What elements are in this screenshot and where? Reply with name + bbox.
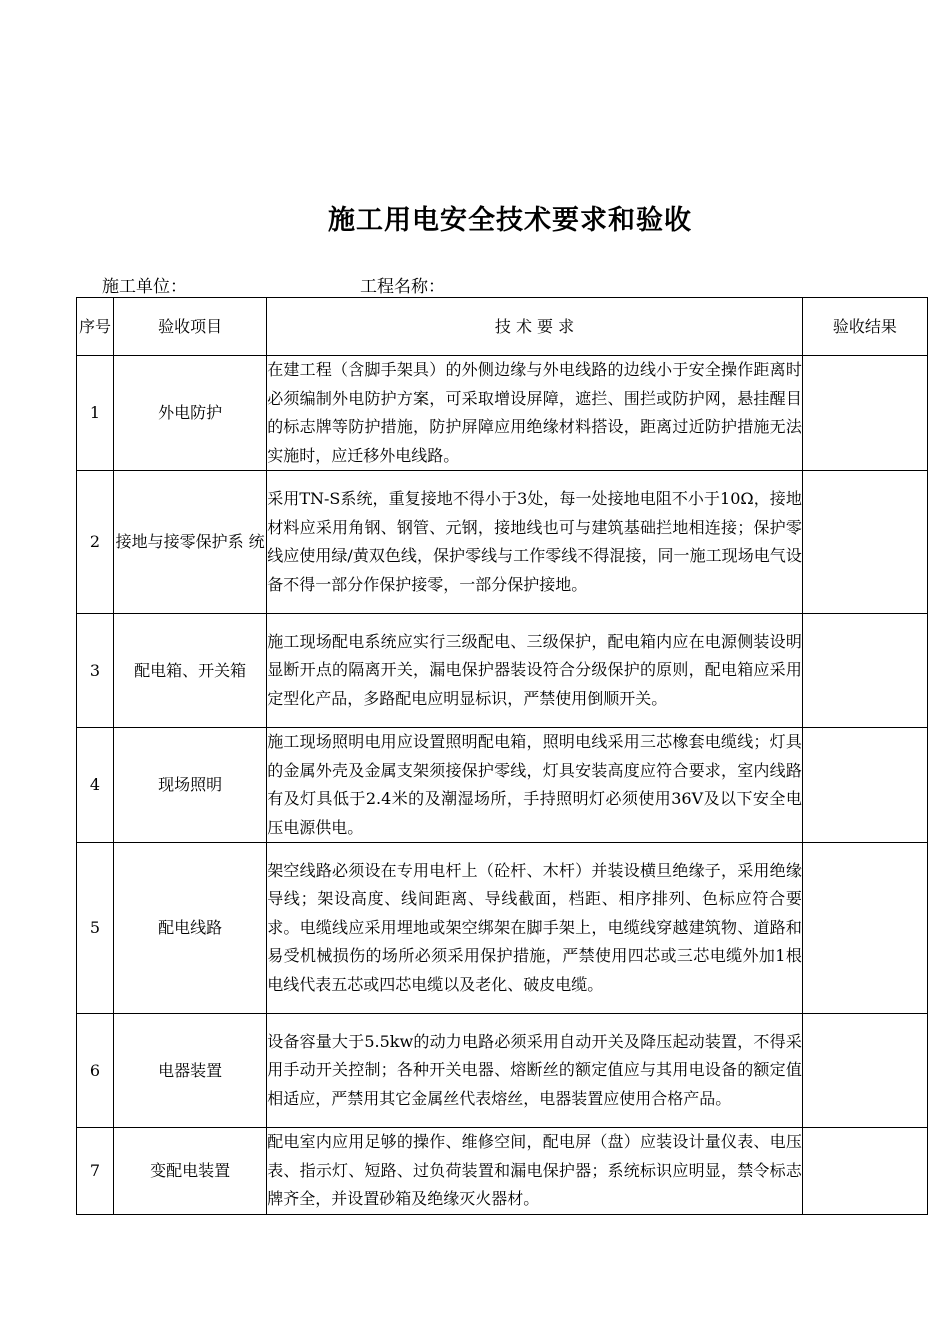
- row-result: [802, 356, 927, 471]
- row-seq: 5: [77, 843, 114, 1014]
- row-item: 接地与接零保护系 统: [114, 471, 267, 614]
- table-row: [77, 728, 928, 843]
- row-requirement: 架空线路必须设在专用电杆上（砼杆、木杆）并装设横旦绝缘子，采用绝缘导线；架设高度、线间距离、导线截面，档距、相序排列、色标应符合要求。电缆线应采用埋地或架空绑架在脚手架上，电缆线穿越建筑物、道路和易受机械损伤的场所必须采用保护措施，严禁使用四芯或三芯电缆外加1根电线代表五芯或四芯电缆以及老化、破皮电缆。: [267, 843, 803, 1014]
- row-seq: 2: [77, 471, 114, 614]
- row-item: 变配电装置: [114, 1128, 267, 1215]
- row-result: [802, 614, 927, 728]
- table-row: [77, 614, 928, 728]
- row-item: 配电线路: [114, 843, 267, 1014]
- table-row: [77, 1128, 928, 1215]
- row-requirement: 在建工程（含脚手架具）的外侧边缘与外电线路的边线小于安全操作距离时必须编制外电防护方案，可采取增设屏障，遮拦、围拦或防护网，悬挂醒目的标志牌等防护措施，防护屏障应用绝缘材料搭设，距离过近防护措施无法实施时，应迁移外电线路。: [267, 356, 803, 471]
- header-item: 验收项目: [114, 298, 267, 356]
- table-header-row: [77, 298, 928, 356]
- table-row: [77, 1014, 928, 1128]
- table-row: [77, 356, 928, 471]
- header-requirement: 技 术 要 求: [267, 298, 803, 356]
- row-requirement: 施工现场配电系统应实行三级配电、三级保护，配电箱内应在电源侧装设明显断开点的隔离开关，漏电保护器装设符合分级保护的原则，配电箱应采用定型化产品，多路配电应明显标识，严禁使用倒顺开关。: [267, 614, 803, 728]
- row-item: 配电箱、开关箱: [114, 614, 267, 728]
- row-seq: 4: [77, 728, 114, 843]
- row-item: 外电防护: [114, 356, 267, 471]
- header-result: 验收结果: [802, 298, 927, 356]
- row-result: [802, 1014, 927, 1128]
- row-result: [802, 843, 927, 1014]
- construction-unit-label: 施工单位：: [102, 277, 187, 297]
- row-requirement: 设备容量大于5.5kw的动力电路必须采用自动开关及降压起动装置，不得采用手动开关控制；各种开关电器、熔断丝的额定值应与其用电设备的额定值相适应，严禁用其它金属丝代表熔丝，电器装置应使用合格产品。: [267, 1014, 803, 1128]
- row-seq: 1: [77, 356, 114, 471]
- row-requirement: 施工现场照明电用应设置照明配电箱，照明电线采用三芯橡套电缆线；灯具的金属外壳及金属支架须接保护零线，灯具安装高度应符合要求，室内线路有及灯具低于2.4米的及潮湿场所，手持照明灯必须使用36V及以下安全电压电源供电。: [267, 728, 803, 843]
- row-seq: 6: [77, 1014, 114, 1128]
- row-requirement: 采用TN-S系统，重复接地不得小于3处，每一处接地电阻不小于10Ω，接地材料应采用角钢、钢管、元钢，接地线也可与建筑基础拦地相连接；保护零线应使用绿/黄双色线，保护零线与工作零线不得混接，同一施工现场电气设备不得一部分作保护接零，一部分保护接地。: [267, 471, 803, 614]
- table-row: [77, 843, 928, 1014]
- row-seq: 3: [77, 614, 114, 728]
- row-result: [802, 1128, 927, 1215]
- table-row: [77, 471, 928, 614]
- row-item: 电器装置: [114, 1014, 267, 1128]
- row-requirement: 配电室内应用足够的操作、维修空间，配电屏（盘）应装设计量仪表、电压表、指示灯、短路、过负荷装置和漏电保护器；系统标识应明显，禁令标志牌齐全，并设置砂箱及绝缘灭火器材。: [267, 1128, 803, 1215]
- project-name-label: 工程名称：: [360, 277, 445, 297]
- document-title: 施工用电安全技术要求和验收: [328, 205, 692, 236]
- row-item: 现场照明: [114, 728, 267, 843]
- row-seq: 7: [77, 1128, 114, 1215]
- row-result: [802, 728, 927, 843]
- header-seq: 序号: [77, 298, 114, 356]
- acceptance-table: [76, 297, 928, 1215]
- row-result: [802, 471, 927, 614]
